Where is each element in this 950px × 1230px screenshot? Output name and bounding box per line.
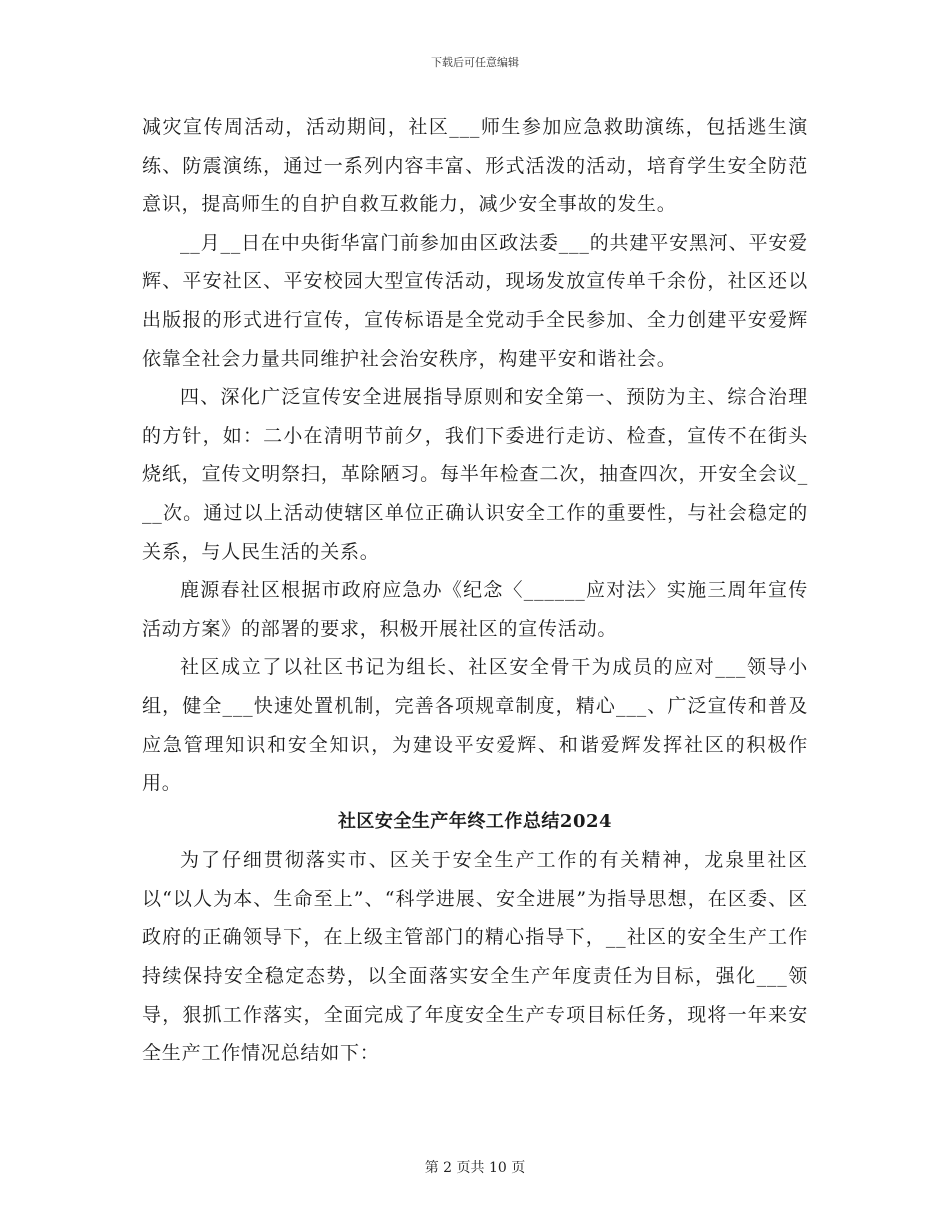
paragraph-safety-campaign: __月__日在中央街华富门前参加由区政法委___的共建平安黑河、平安爱辉、平安社区、平安校园大型宣传活动，现场发放宣传单千余份，社区还以出版报的形式进行宣传，宣传标语是全党动手全民参加、全力创建平安爱辉依靠全社会力量共同维护社会治安秩序，构建平安和谐社会。 (142, 231, 808, 370)
paragraph-section-four: 四、深化广泛宣传安全进展指导原则和安全第一、预防为主、综合治理的方针，如：二小在清明节前夕，我们下委进行走访、检查，宣传不在街头烧纸，宣传文明祭扫，革除陋习。每半年检查二次，抽查四次，开安全会议___次。通过以上活动使辖区单位正确认识安全工作的重要性，与社会稳定的关系，与人民生活的关系。 (142, 386, 808, 563)
paragraph-lyc-community: 鹿源春社区根据市政府应急办《纪念〈______应对法〉实施三周年宣传活动方案》的部署的要求，积极开展社区的宣传活动。 (142, 579, 808, 640)
page-number: 第 2 页共 10 页 (424, 1160, 526, 1176)
paragraph-summary-intro: 为了仔细贯彻落实市、区关于安全生产工作的有关精神，龙泉里社区以“以人为本、生命至上”、“科学进展、安全进展”为指导思想，在区委、区政府的正确领导下，在上级主管部门的精心指导下，__社区的安全生产工作持续保持安全稳定态势，以全面落实安全生产年度责任为目标，强化___领导，狠抓工作落实，全面完成了年度安全生产专项目标任务，现将一年来安全生产工作情况总结如下： (142, 849, 808, 1065)
page-header: 下载后可任意编辑 (431, 56, 519, 69)
paragraph-leadership-group: 社区成立了以社区书记为组长、社区安全骨干为成员的应对___领导小组，健全___快速处置机制，完善各项规章制度，精心___、广泛宣传和普及应急管理知识和安全知识，为建设平安爱辉、和谐爱辉发挥社区的积极作用。 (142, 656, 808, 795)
paragraph-disaster-week: 减灾宣传周活动，活动期间，社区___师生参加应急救助演练，包括逃生演练、防震演练，通过一系列内容丰富、形式活泼的活动，培育学生安全防范意识，提高师生的自护自救互救能力，减少安全事故的发生。 (142, 116, 808, 216)
section-title: 社区安全生产年终工作总结2024 (337, 810, 613, 832)
document-body (142, 108, 808, 1073)
